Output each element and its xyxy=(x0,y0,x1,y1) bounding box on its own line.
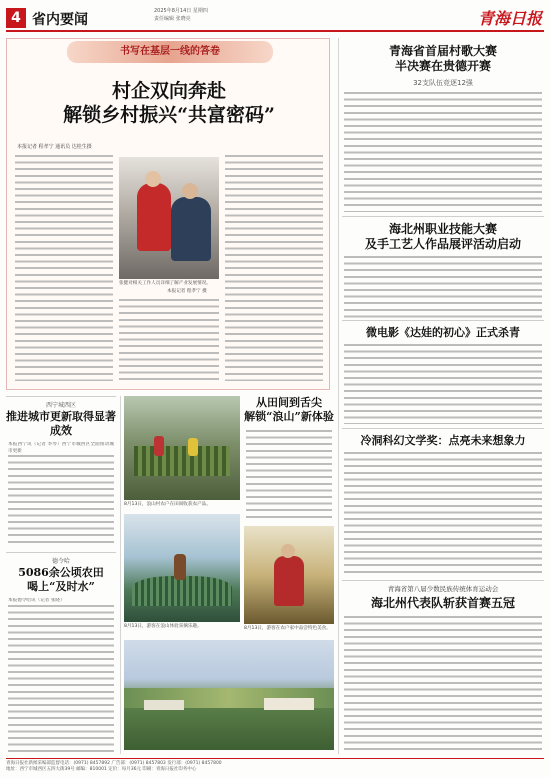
feature-byline: 本报记者 程孝宁 通讯员 达桂生摄 xyxy=(17,144,92,150)
date-line: 2025年8月14日 星期四 xyxy=(154,8,208,14)
field-title-line2: 解锁“浪山”新体验 xyxy=(244,410,334,423)
ethnic-games-kicker: 青海省第八届少数民族传统体育运动会 xyxy=(387,585,499,593)
poetry-title xyxy=(342,44,544,74)
newspaper-logo: 青海日报 xyxy=(477,9,542,28)
field-body xyxy=(246,430,332,522)
field-caption-a: 8月13日，浪山村农户在田间收获农产品。 xyxy=(124,502,211,507)
footer-line-1: 青海日报社新闻采编部监督电话：(0971) 8457892 广告部：(0971) 8457803 发行部：(0971) 8457800 xyxy=(6,761,222,766)
page-footer xyxy=(6,758,544,774)
xining-lead: 本报西宁讯（记者 李琴）西宁市城西区全面推动城市更新 xyxy=(8,442,114,454)
feature-caption-1: 张健对相关工作人员详细了解产业发展情况。 xyxy=(119,281,211,286)
feature-body-col-1 xyxy=(15,155,113,381)
masthead-meta xyxy=(154,7,208,23)
page-number: 4 xyxy=(6,8,26,28)
feature-photo xyxy=(119,157,219,279)
ethnic-games-body xyxy=(344,616,542,752)
feature-caption-2: 本报记者 程孝宁 摄 xyxy=(167,289,207,294)
delingha-kicker: 德令哈 xyxy=(51,558,70,565)
poetry-body xyxy=(344,92,542,212)
field-caption-c: 8月13日，游客在农户家中品尝特色美食。 xyxy=(244,626,331,631)
ethnic-games-title: 海北州代表队斩获首赛五冠 xyxy=(370,596,515,610)
scifi-title: 冷洞科幻文学奖：点亮未来想象力 xyxy=(360,434,526,447)
vocational-title xyxy=(342,222,544,252)
field-caption-b: 8月13日，游客在浪山体验采摘乐趣。 xyxy=(124,624,202,629)
section-title: 省内要闻 xyxy=(32,12,88,28)
delingha-title xyxy=(6,566,116,594)
field-photo-2 xyxy=(124,514,240,622)
footer-line-2: 地址：西宁市城西区五四大街39号 邮编：810001 定价：每月36元 印刷：青海日报社印务中心 xyxy=(6,767,197,772)
poetry-sub: 32支队伍竞逐12强 xyxy=(413,79,473,87)
divider xyxy=(342,428,544,429)
editor-line: 责任编辑 张晓亮 xyxy=(154,16,191,22)
field-photo-1 xyxy=(124,396,240,500)
vocational-body xyxy=(344,256,542,318)
feature-headline-line2: 解锁乡村振兴“共富密码” xyxy=(63,104,275,126)
xining-title: 推进城市更新取得显著成效 xyxy=(6,410,116,437)
feature-body-col-2 xyxy=(119,299,219,383)
delingha-title-line2: 喝上“及时水” xyxy=(27,580,95,593)
micro-drama-body xyxy=(344,344,542,424)
feature-banner: 书写在基层一线的答卷 xyxy=(67,41,273,63)
column-divider xyxy=(120,396,121,754)
field-panorama-photo xyxy=(124,640,334,750)
divider xyxy=(342,580,544,581)
delingha-title-line1: 5086余公顷农田 xyxy=(18,566,104,579)
divider xyxy=(342,216,544,217)
feature-body-col-3 xyxy=(225,155,323,381)
feature-headline xyxy=(7,79,331,127)
xining-kicker: 西宁城西区 xyxy=(45,402,76,409)
column-divider xyxy=(338,38,339,754)
divider xyxy=(342,320,544,321)
delingha-body xyxy=(8,598,114,754)
vocational-title-line2: 及手工艺人作品展评活动启动 xyxy=(364,237,521,251)
field-title xyxy=(244,396,334,424)
poetry-title-line1: 青海省首届村歌大赛 xyxy=(388,44,497,58)
poetry-title-line2: 半决赛在贵德开赛 xyxy=(394,59,491,73)
feature-block xyxy=(6,38,330,390)
vocational-title-line1: 海北州职业技能大赛 xyxy=(388,222,497,236)
divider xyxy=(6,552,116,553)
masthead xyxy=(6,6,544,32)
scifi-body xyxy=(344,452,542,576)
xining-body xyxy=(8,442,114,546)
field-title-line1: 从田间到舌尖 xyxy=(256,396,322,409)
field-photo-3 xyxy=(244,526,334,624)
feature-headline-line1: 村企双向奔赴 xyxy=(111,80,226,102)
micro-drama-title: 微电影《达娃的初心》正式杀青 xyxy=(366,326,520,339)
divider xyxy=(6,396,116,397)
delingha-lead: 本报德令哈讯（记者 张晓） xyxy=(8,598,65,603)
